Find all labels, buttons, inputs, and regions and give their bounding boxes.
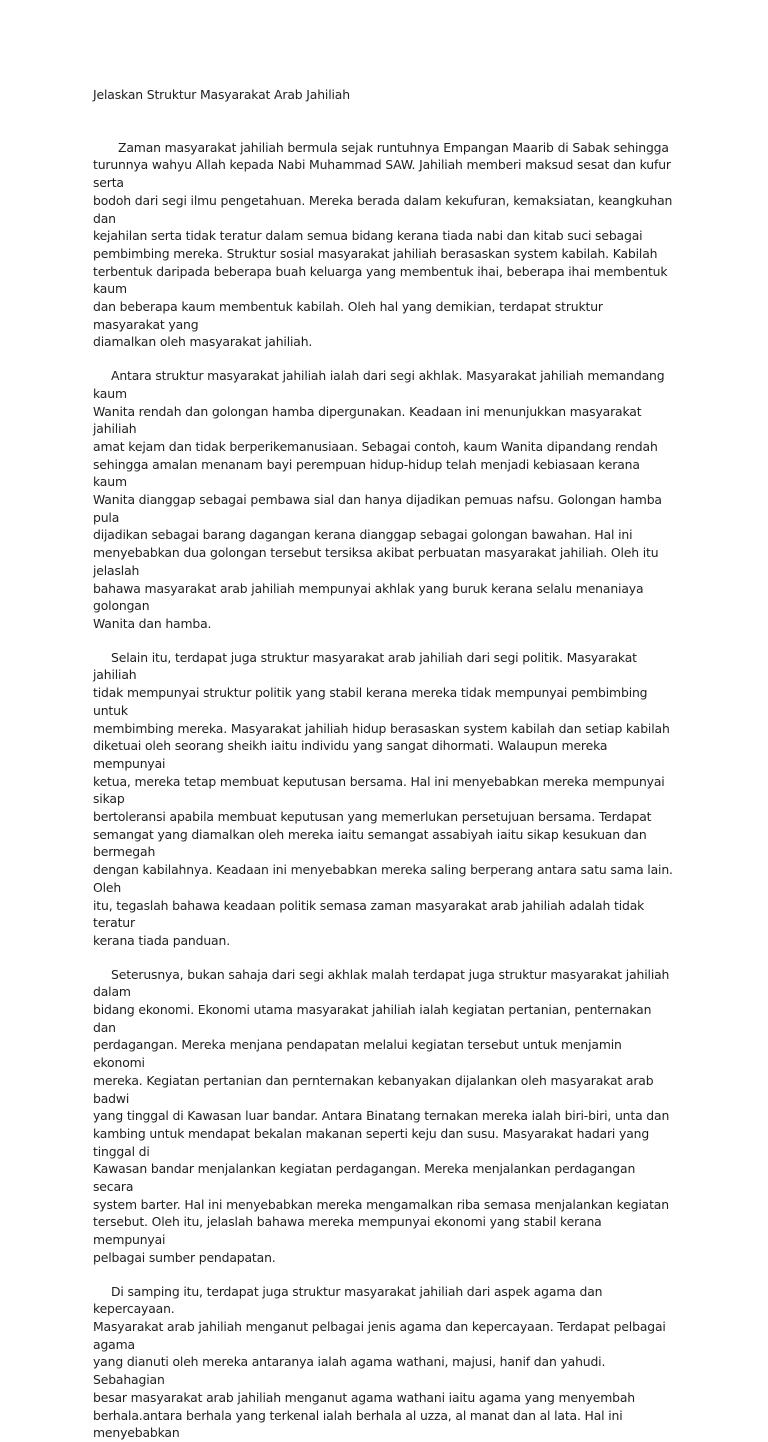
paragraph-akhlak: Antara struktur masyarakat jahiliah ialah dari segi akhlak. Masyarakat jahiliah memandang kaum Wanita rendah dan golongan hamba dipergunakan. Keadaan ini menunjukkan masyarakat jahiliah amat kejam dan tidak berperikemanusiaan. Sebagai contoh, kaum Wanita dipandang rendah sehingga amalan menanam bayi perempuan hidup-hidup telah menjadi kebiasaan kerana kaum Wanita dianggap sebagai pembawa sial dan hanya dijadikan pemuas nafsu. Golongan hamba pula dijadikan sebagai barang dagangan kerana dianggap sebagai golongan bawahan. Hal ini menyebabkan dua golongan tersebut tersiksa akibat perbuatan masyarakat jahiliah. Oleh itu jelaslah bahawa masyarakat arab jahiliah mempunyai akhlak yang buruk kerana selalu menaniaya golongan Wanita dan hamba. xyxy=(93,368,665,631)
paragraph-agama: Di samping itu, terdapat juga struktur masyarakat jahiliah dari aspek agama dan kepercayaan. Masyarakat arab jahiliah menganut pelbagai jenis agama dan kepercayaan. Terdapat pelbagai agama yang dianuti oleh mereka antaranya ialah agama wathani, majusi, hanif dan yahudi. Sebahagian besar masyarakat arab jahiliah menganut agama wathani iaitu agama yang menyembah berhala.antara berhala yang terkenal ialah berhala al uzza, al manat dan al lata. Hal ini menyebabkan xyxy=(93,1283,666,1441)
document-title: Jelaskan Struktur Masyarakat Arab Jahiliah xyxy=(93,87,350,102)
paragraph-politik: Selain itu, terdapat juga struktur masyarakat arab jahiliah dari segi politik. Masyarakat jahiliah tidak mempunyai struktur politik yang stabil kerana mereka tidak mempunyai pembimbing untuk membimbing mereka. Masyarakat jahiliah hidup berasaskan system kabilah dan setiap kabilah diketuai oleh seorang sheikh iaitu individu yang sangat dihormati. Walaupun mereka mempunyai ketua, mereka tetap membuat keputusan bersama. Hal ini menyebabkan mereka mempunyai sikap bertoleransi apabila membuat keputusan yang memerlukan persetujuan bersama. Terdapat semangat yang diamalkan oleh mereka iaitu semangat assabiyah iaitu sikap kesukuan dan bermegah dengan kabilahnya. Keadaan ini menyebabkan mereka saling berperang antara satu sama lain. Oleh itu, tegaslah bahawa keadaan politik semasa zaman masyarakat arab jahiliah adalah tidak teratur kerana tiada panduan. xyxy=(93,649,673,948)
paragraph-ekonomi: Seterusnya, bukan sahaja dari segi akhlak malah terdapat juga struktur masyarakat jahiliah dalam bidang ekonomi. Ekonomi utama masyarakat jahiliah ialah kegiatan pertanian, penternakan dan perdagangan. Mereka menjana pendapatan melalui kegiatan tersebut untuk menjamin ekonomi mereka. Kegiatan pertanian dan pernternakan kebanyakan dijalankan oleh masyarakat arab badwi yang tinggal di Kawasan luar bandar. Antara Binatang ternakan mereka ialah biri-biri, unta dan kambing untuk mendapat bekalan makanan seperti keju dan susu. Masyarakat hadari yang tinggal di Kawasan bandar menjalankan kegiatan perdagangan. Mereka menjalankan perdagangan secara system barter. Hal ini menyebabkan mereka mengamalkan riba semasa menjalankan kegiatan tersebut. Oleh itu, jelaslah bahawa mereka mempunyai ekonomi yang stabil kerana mempunyai pelbagai sumber pendapatan. xyxy=(93,966,670,1265)
paragraph-introduction: Zaman masyarakat jahiliah bermula sejak runtuhnya Empangan Maarib di Sabak sehingga turunnya wahyu Allah kepada Nabi Muhammad SAW. Jahiliah memberi maksud sesat dan kufur serta bodoh dari segi ilmu pengetahuan. Mereka berada dalam kekufuran, kemaksiatan, keangkuhan dan kejahilan serta tidak teratur dalam semua bidang kerana tiada nabi dan kitab suci sebagai pembimbing mereka. Struktur sosial masyarakat jahiliah berasaskan system kabilah. Kabilah terbentuk daripada beberapa buah keluarga yang membentuk ihai, beberapa ihai membentuk kaum dan beberapa kaum membentuk kabilah. Oleh hal yang demikian, terdapat struktur masyarakat yang diamalkan oleh masyarakat jahiliah. xyxy=(93,139,673,350)
